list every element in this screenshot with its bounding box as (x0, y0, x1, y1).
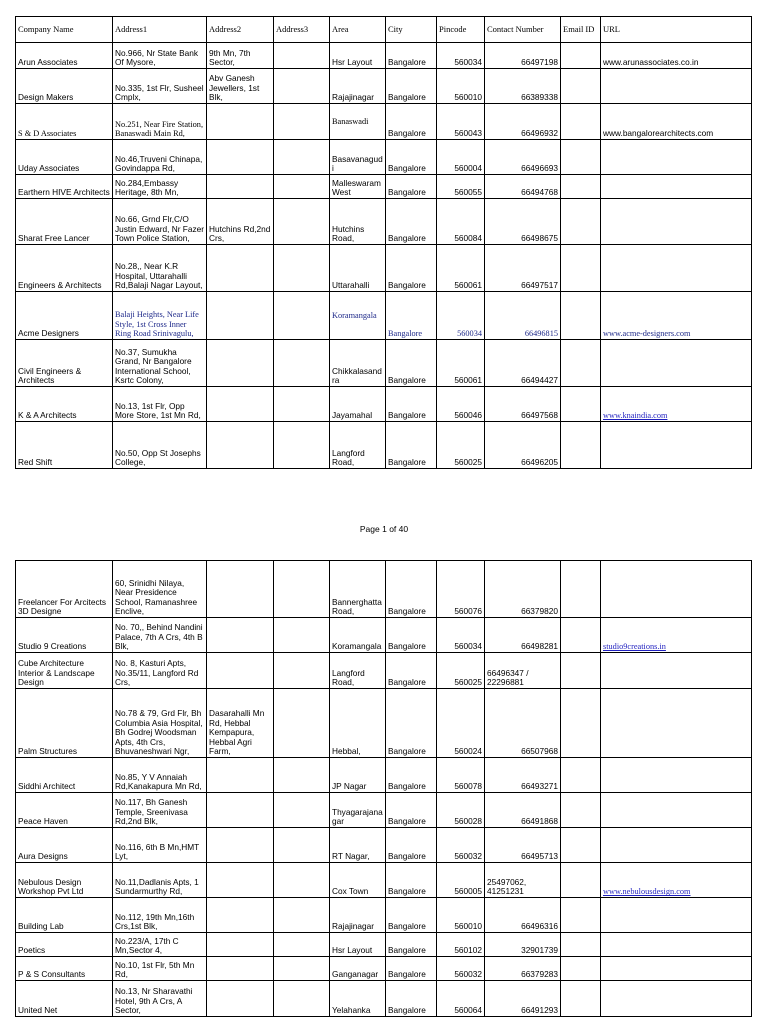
address1-cell: No.78 & 79, Grd Flr, Bh Columbia Asia Hospital, Bh Godrej Woodsman Apts, 4th Crs, Bhuvaneshwari Ngr, (113, 689, 207, 758)
city-cell: Bangalore (386, 292, 437, 340)
area-cell: Yelahanka (330, 981, 386, 1017)
contact-cell: 66498281 (485, 618, 561, 653)
url-cell (601, 561, 752, 618)
area-cell: Hsr Layout (330, 933, 386, 957)
header-address3: Address3 (274, 17, 330, 43)
address1-cell: No.223/A, 17th C Mn,Sector 4, (113, 933, 207, 957)
header-area: Area (330, 17, 386, 43)
city-cell: Bangalore (386, 957, 437, 981)
city-cell: Bangalore (386, 863, 437, 898)
company-cell: Earthern HIVE Architects (16, 175, 113, 199)
area-cell: Koramangala (330, 292, 386, 340)
address2-cell (207, 387, 274, 422)
url-cell: www.bangalorearchitects.com (601, 104, 752, 140)
address2-cell (207, 653, 274, 689)
address3-cell (274, 898, 330, 933)
address3-cell (274, 104, 330, 140)
url-cell[interactable]: www.acme-designers.com (601, 292, 752, 340)
email-cell (561, 292, 601, 340)
table-row (16, 758, 752, 793)
pincode-cell: 560064 (437, 981, 485, 1017)
contact-cell: 66496815 (485, 292, 561, 340)
pincode-cell: 560010 (437, 69, 485, 104)
email-cell (561, 933, 601, 957)
company-cell: Design Makers (16, 69, 113, 104)
address2-cell (207, 140, 274, 175)
page-number: Page 1 of 40 (359, 524, 409, 534)
email-cell (561, 828, 601, 863)
contact-cell: 66496316 (485, 898, 561, 933)
directory-table-page-1 (15, 16, 752, 469)
area-cell: Langford Road, (330, 653, 386, 689)
email-cell (561, 561, 601, 618)
city-cell: Bangalore (386, 199, 437, 245)
contact-cell: 66491868 (485, 793, 561, 828)
address3-cell (274, 863, 330, 898)
address2-cell (207, 793, 274, 828)
address1-cell: No.251, Near Fire Station, Banaswadi Main Rd, (113, 104, 207, 140)
company-cell: Building Lab (16, 898, 113, 933)
table-row (16, 422, 752, 469)
address2-cell (207, 104, 274, 140)
email-cell (561, 140, 601, 175)
contact-cell: 66494427 (485, 340, 561, 387)
page-footer (0, 524, 768, 534)
area-cell: Cox Town (330, 863, 386, 898)
url-cell (601, 422, 752, 469)
company-cell: Poetics (16, 933, 113, 957)
contact-cell: 66496205 (485, 422, 561, 469)
table-row (16, 199, 752, 245)
address3-cell (274, 828, 330, 863)
table-row (16, 245, 752, 292)
table-row (16, 561, 752, 618)
company-cell: Studio 9 Creations (16, 618, 113, 653)
address1-cell: No.28,, Near K.R Hospital, Uttarahalli Rd,Balaji Nagar Layout, (113, 245, 207, 292)
address1-cell: No.11,Dadlanis Apts, 1 Sundarmurthy Rd, (113, 863, 207, 898)
table-row (16, 618, 752, 653)
pincode-cell: 560024 (437, 689, 485, 758)
email-cell (561, 199, 601, 245)
address2-cell (207, 957, 274, 981)
company-cell: United Net (16, 981, 113, 1017)
header-address2: Address2 (207, 17, 274, 43)
table-row (16, 140, 752, 175)
email-cell (561, 689, 601, 758)
address2-cell: Abv Ganesh Jewellers, 1st Blk, (207, 69, 274, 104)
pincode-cell: 560043 (437, 104, 485, 140)
address3-cell (274, 981, 330, 1017)
address1-cell: No.116, 6th B Mn,HMT Lyt, (113, 828, 207, 863)
pincode-cell: 560102 (437, 933, 485, 957)
city-cell: Bangalore (386, 422, 437, 469)
email-cell (561, 104, 601, 140)
address1-cell: 60, Srinidhi Nilaya, Near Presidence School, Ramanashree Enclive, (113, 561, 207, 618)
email-cell (561, 863, 601, 898)
table-row (16, 292, 752, 340)
company-cell: Cube Architecture Interior & Landscape Design (16, 653, 113, 689)
pincode-cell: 560032 (437, 957, 485, 981)
header-contact: Contact Number (485, 17, 561, 43)
city-cell: Bangalore (386, 43, 437, 69)
area-cell: Rajajinagar (330, 69, 386, 104)
address3-cell (274, 957, 330, 981)
header-address1: Address1 (113, 17, 207, 43)
url-cell (601, 245, 752, 292)
table-row (16, 69, 752, 104)
url-cell (601, 175, 752, 199)
address2-cell (207, 422, 274, 469)
table-row (16, 653, 752, 689)
address2-cell (207, 828, 274, 863)
address1-cell: No.112, 19th Mn,16th Crs,1st Blk, (113, 898, 207, 933)
address3-cell (274, 422, 330, 469)
address1-cell: No.85, Y V Annaiah Rd,Kanakapura Mn Rd, (113, 758, 207, 793)
address2-cell (207, 292, 274, 340)
table-row (16, 387, 752, 422)
address3-cell (274, 793, 330, 828)
address1-cell: No.50, Opp St Josephs College, (113, 422, 207, 469)
table-row (16, 104, 752, 140)
city-cell: Bangalore (386, 758, 437, 793)
address1-cell: No.66, Grnd Flr,C/O Justin Edward, Nr Fazer Town Police Station, (113, 199, 207, 245)
address2-cell (207, 758, 274, 793)
contact-cell: 66495713 (485, 828, 561, 863)
contact-cell: 66379820 (485, 561, 561, 618)
url-cell (601, 758, 752, 793)
email-cell (561, 981, 601, 1017)
table-row (16, 793, 752, 828)
company-cell: Acme Designers (16, 292, 113, 340)
pincode-cell: 560010 (437, 898, 485, 933)
url-cell (601, 199, 752, 245)
contact-cell: 66496932 (485, 104, 561, 140)
city-cell: Bangalore (386, 140, 437, 175)
url-cell (601, 898, 752, 933)
url-cell (601, 689, 752, 758)
table-row (16, 689, 752, 758)
email-cell (561, 793, 601, 828)
company-cell: Sharat Free Lancer (16, 199, 113, 245)
company-cell: K & A Architects (16, 387, 113, 422)
contact-cell: 66379283 (485, 957, 561, 981)
city-cell: Bangalore (386, 245, 437, 292)
company-cell: P & S Consultants (16, 957, 113, 981)
address1-cell: No.335, 1st Flr, Susheel Cmplx, (113, 69, 207, 104)
url-cell (601, 828, 752, 863)
url-cell (601, 981, 752, 1017)
address3-cell (274, 175, 330, 199)
email-cell (561, 422, 601, 469)
pincode-cell: 560061 (437, 340, 485, 387)
city-cell: Bangalore (386, 175, 437, 199)
address3-cell (274, 340, 330, 387)
url-cell[interactable]: studio9creations.in (601, 618, 752, 653)
area-cell: Banaswadi (330, 104, 386, 140)
address2-cell (207, 863, 274, 898)
address1-cell: No.10, 1st Flr, 5th Mn Rd, (113, 957, 207, 981)
contact-cell: 66389338 (485, 69, 561, 104)
pincode-cell: 560055 (437, 175, 485, 199)
url-cell (601, 69, 752, 104)
pincode-cell: 560084 (437, 199, 485, 245)
address2-cell (207, 561, 274, 618)
area-cell: Chikkalasandra (330, 340, 386, 387)
address3-cell (274, 758, 330, 793)
email-cell (561, 957, 601, 981)
address1-cell: No.966, Nr State Bank Of Mysore, (113, 43, 207, 69)
address2-cell: 9th Mn, 7th Sector, (207, 43, 274, 69)
address1-cell: No. 8, Kasturi Apts, No.35/11, Langford Rd Crs, (113, 653, 207, 689)
area-cell: Ganganagar (330, 957, 386, 981)
pincode-cell: 560046 (437, 387, 485, 422)
contact-cell: 66497568 (485, 387, 561, 422)
email-cell (561, 898, 601, 933)
contact-cell: 66494768 (485, 175, 561, 199)
email-cell (561, 69, 601, 104)
city-cell: Bangalore (386, 104, 437, 140)
email-cell (561, 175, 601, 199)
city-cell: Bangalore (386, 653, 437, 689)
area-cell: Koramangala (330, 618, 386, 653)
pincode-cell: 560032 (437, 828, 485, 863)
area-cell: Bannerghatta Road, (330, 561, 386, 618)
address3-cell (274, 69, 330, 104)
email-cell (561, 653, 601, 689)
area-cell: Uttarahalli (330, 245, 386, 292)
area-cell: Thyagarajanagar (330, 793, 386, 828)
address1-cell: No.13, Nr Sharavathi Hotel, 9th A Crs, A Sector, (113, 981, 207, 1017)
address3-cell (274, 43, 330, 69)
url-cell: www.arunassociates.co.in (601, 43, 752, 69)
header-pincode: Pincode (437, 17, 485, 43)
url-cell (601, 340, 752, 387)
area-cell: Hutchins Road, (330, 199, 386, 245)
pincode-cell: 560004 (437, 140, 485, 175)
company-cell: Arun Associates (16, 43, 113, 69)
contact-cell: 25497062, 41251231 (485, 863, 561, 898)
header-company: Company Name (16, 17, 113, 43)
address3-cell (274, 292, 330, 340)
address3-cell (274, 653, 330, 689)
table-row (16, 933, 752, 957)
pincode-cell: 560005 (437, 863, 485, 898)
address3-cell (274, 618, 330, 653)
address2-cell (207, 898, 274, 933)
contact-cell: 66493271 (485, 758, 561, 793)
area-cell: RT Nagar, (330, 828, 386, 863)
url-cell (601, 793, 752, 828)
city-cell: Bangalore (386, 793, 437, 828)
address1-cell: No.284,Embassy Heritage, 8th Mn, (113, 175, 207, 199)
pincode-cell: 560034 (437, 292, 485, 340)
email-cell (561, 340, 601, 387)
city-cell: Bangalore (386, 387, 437, 422)
area-cell: Hsr Layout (330, 43, 386, 69)
city-cell: Bangalore (386, 981, 437, 1017)
contact-cell: 66498675 (485, 199, 561, 245)
address2-cell (207, 981, 274, 1017)
address3-cell (274, 199, 330, 245)
pincode-cell: 560025 (437, 422, 485, 469)
header-city: City (386, 17, 437, 43)
table-row (16, 898, 752, 933)
directory-table-page-2 (15, 560, 752, 1017)
contact-cell: 66496347 / 22296881 (485, 653, 561, 689)
email-cell (561, 43, 601, 69)
address2-cell (207, 340, 274, 387)
address2-cell: Dasarahalli Mn Rd, Hebbal Kempapura, Hebbal Agri Farm, (207, 689, 274, 758)
address3-cell (274, 387, 330, 422)
company-cell: Uday Associates (16, 140, 113, 175)
address1-cell: No.13, 1st Flr, Opp More Store, 1st Mn Rd, (113, 387, 207, 422)
url-cell[interactable]: www.knaindia.com (601, 387, 752, 422)
city-cell: Bangalore (386, 340, 437, 387)
table-row (16, 863, 752, 898)
table-row (16, 957, 752, 981)
url-cell[interactable]: www.nebulousdesign.com (601, 863, 752, 898)
address3-cell (274, 689, 330, 758)
contact-cell: 32901739 (485, 933, 561, 957)
address1-cell: No.46,Truveni Chinapa, Govindappa Rd, (113, 140, 207, 175)
address2-cell (207, 245, 274, 292)
address1-cell: No.117, Bh Ganesh Temple, Sreenivasa Rd,2nd Blk, (113, 793, 207, 828)
url-cell (601, 140, 752, 175)
city-cell: Bangalore (386, 828, 437, 863)
table-row (16, 340, 752, 387)
pincode-cell: 560078 (437, 758, 485, 793)
company-cell: Civil Engineers & Architects (16, 340, 113, 387)
contact-cell: 66507968 (485, 689, 561, 758)
header-url: URL (601, 17, 752, 43)
contact-cell: 66496693 (485, 140, 561, 175)
pincode-cell: 560061 (437, 245, 485, 292)
pincode-cell: 560028 (437, 793, 485, 828)
address3-cell (274, 561, 330, 618)
table-row (16, 43, 752, 69)
area-cell: Langford Road, (330, 422, 386, 469)
table-row (16, 175, 752, 199)
url-cell (601, 933, 752, 957)
email-cell (561, 618, 601, 653)
email-cell (561, 245, 601, 292)
area-cell: Jayamahal (330, 387, 386, 422)
url-cell (601, 653, 752, 689)
email-cell (561, 758, 601, 793)
address2-cell (207, 618, 274, 653)
city-cell: Bangalore (386, 933, 437, 957)
address1-cell: No. 70,, Behind Nandini Palace, 7th A Crs, 4th B Blk, (113, 618, 207, 653)
area-cell: Malleswaram West (330, 175, 386, 199)
company-cell: Freelancer For Arcitects 3D Designe (16, 561, 113, 618)
area-cell: Basavanagudi (330, 140, 386, 175)
company-cell: Siddhi Architect (16, 758, 113, 793)
company-cell: S & D Associates (16, 104, 113, 140)
contact-cell: 66491293 (485, 981, 561, 1017)
company-cell: Peace Haven (16, 793, 113, 828)
area-cell: JP Nagar (330, 758, 386, 793)
city-cell: Bangalore (386, 69, 437, 104)
company-cell: Palm Structures (16, 689, 113, 758)
email-cell (561, 387, 601, 422)
contact-cell: 66497517 (485, 245, 561, 292)
table-row (16, 981, 752, 1017)
address1-cell: No.37, Sumukha Grand, Nr Bangalore International School, Ksrtc Colony, (113, 340, 207, 387)
url-cell (601, 957, 752, 981)
address2-cell (207, 933, 274, 957)
company-cell: Red Shift (16, 422, 113, 469)
address2-cell (207, 175, 274, 199)
address3-cell (274, 140, 330, 175)
city-cell: Bangalore (386, 898, 437, 933)
pincode-cell: 560025 (437, 653, 485, 689)
address1-cell: Balaji Heights, Near Life Style, 1st Cross Inner Ring Road Srinivagulu, (113, 292, 207, 340)
pincode-cell: 560076 (437, 561, 485, 618)
city-cell: Bangalore (386, 689, 437, 758)
area-cell: Hebbal, (330, 689, 386, 758)
area-cell: Rajajinagar (330, 898, 386, 933)
header-email: Email ID (561, 17, 601, 43)
address3-cell (274, 245, 330, 292)
address2-cell: Hutchins Rd,2nd Crs, (207, 199, 274, 245)
company-cell: Aura Designs (16, 828, 113, 863)
company-cell: Engineers & Architects (16, 245, 113, 292)
city-cell: Bangalore (386, 618, 437, 653)
table-row (16, 828, 752, 863)
city-cell: Bangalore (386, 561, 437, 618)
pincode-cell: 560034 (437, 618, 485, 653)
company-cell: Nebulous Design Workshop Pvt Ltd (16, 863, 113, 898)
table-header-row (16, 17, 752, 43)
address3-cell (274, 933, 330, 957)
pincode-cell: 560034 (437, 43, 485, 69)
contact-cell: 66497198 (485, 43, 561, 69)
